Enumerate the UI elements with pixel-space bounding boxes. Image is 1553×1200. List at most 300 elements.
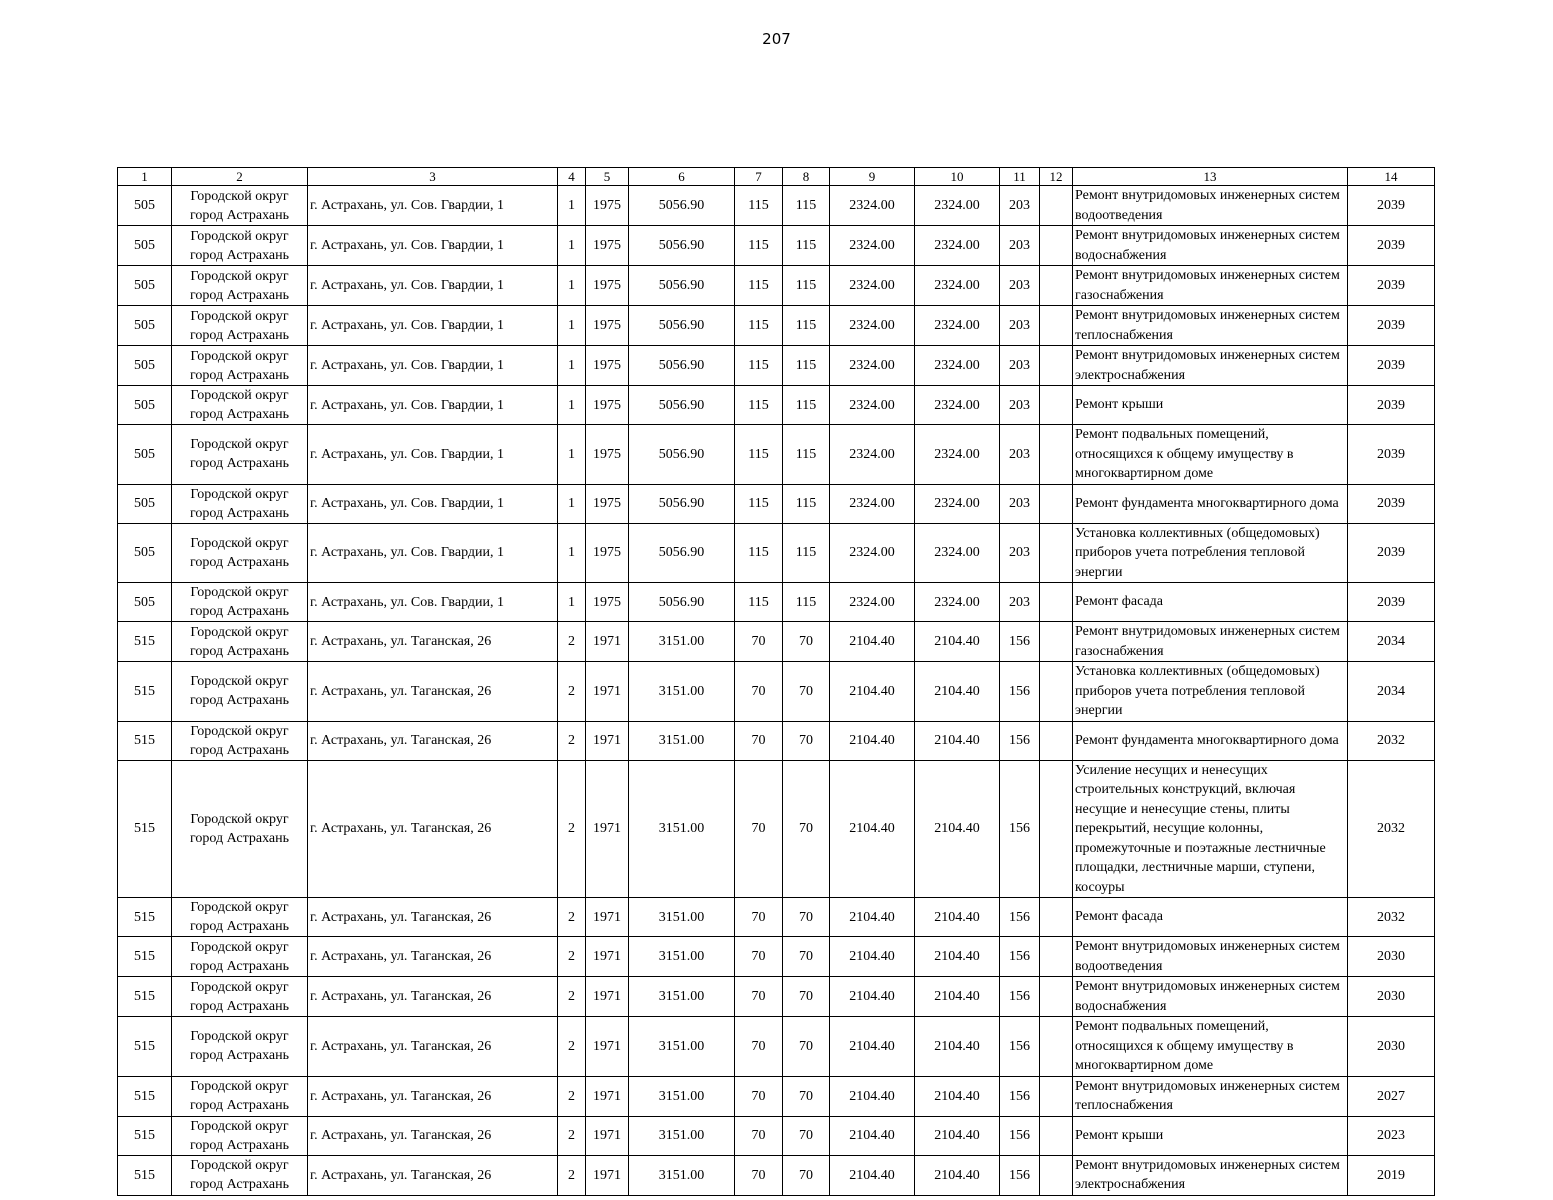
col-9-cell: 2104.40 (830, 1116, 915, 1155)
col-9-cell: 2104.40 (830, 898, 915, 937)
table-row (118, 523, 1435, 583)
col-9-cell: 2104.40 (830, 977, 915, 1017)
col-7-cell: 115 (735, 306, 783, 346)
year-built-cell: 1971 (586, 662, 629, 722)
table-row (118, 977, 1435, 1017)
area-cell: 5056.90 (629, 346, 735, 386)
planned-year-cell: 2039 (1348, 583, 1435, 622)
col-12-cell (1040, 226, 1073, 266)
col-8-cell: 70 (783, 1155, 830, 1195)
col-10-cell: 2104.40 (915, 721, 1000, 760)
year-built-cell: 1971 (586, 937, 629, 977)
municipality-cell: Городской округ город Астрахань (172, 425, 308, 485)
col-12-cell (1040, 266, 1073, 306)
planned-year-cell: 2039 (1348, 226, 1435, 266)
col-8-cell: 70 (783, 662, 830, 722)
col-10-cell: 2104.40 (915, 1116, 1000, 1155)
area-cell: 5056.90 (629, 186, 735, 226)
col-9-cell: 2104.40 (830, 1017, 915, 1077)
planned-year-cell: 2030 (1348, 937, 1435, 977)
col-4-cell: 2 (558, 1017, 586, 1077)
repair-schedule-table (117, 167, 1435, 1196)
col-10-cell: 2104.40 (915, 1155, 1000, 1195)
planned-year-cell: 2032 (1348, 898, 1435, 937)
col-8-cell: 115 (783, 346, 830, 386)
col-9-cell: 2324.00 (830, 425, 915, 485)
col-8-cell: 115 (783, 583, 830, 622)
col-10-cell: 2324.00 (915, 425, 1000, 485)
area-cell: 5056.90 (629, 583, 735, 622)
col-8-cell: 70 (783, 977, 830, 1017)
col-9-cell: 2324.00 (830, 484, 915, 523)
column-header-9: 9 (830, 168, 915, 186)
table-row (118, 662, 1435, 722)
col-11-cell: 156 (1000, 1155, 1040, 1195)
col-10-cell: 2104.40 (915, 977, 1000, 1017)
col-11-cell: 156 (1000, 721, 1040, 760)
col-12-cell (1040, 186, 1073, 226)
municipality-cell: Городской округ город Астрахань (172, 977, 308, 1017)
col-9-cell: 2324.00 (830, 386, 915, 425)
planned-year-cell: 2039 (1348, 425, 1435, 485)
address-cell: г. Астрахань, ул. Сов. Гвардии, 1 (308, 346, 558, 386)
col-11-cell: 156 (1000, 1116, 1040, 1155)
table-row (118, 721, 1435, 760)
column-header-5: 5 (586, 168, 629, 186)
col-9-cell: 2324.00 (830, 266, 915, 306)
address-cell: г. Астрахань, ул. Сов. Гвардии, 1 (308, 226, 558, 266)
area-cell: 3151.00 (629, 1155, 735, 1195)
table-row (118, 760, 1435, 898)
municipality-cell: Городской округ город Астрахань (172, 186, 308, 226)
area-cell: 3151.00 (629, 1076, 735, 1116)
column-header-14: 14 (1348, 168, 1435, 186)
area-cell: 3151.00 (629, 1017, 735, 1077)
area-cell: 5056.90 (629, 306, 735, 346)
col-11-cell: 156 (1000, 1076, 1040, 1116)
address-cell: г. Астрахань, ул. Сов. Гвардии, 1 (308, 583, 558, 622)
work-type-cell: Ремонт внутридомовых инженерных систем водоснабжения (1073, 226, 1348, 266)
address-cell: г. Астрахань, ул. Таганская, 26 (308, 1076, 558, 1116)
table-row (118, 898, 1435, 937)
table-row (118, 1076, 1435, 1116)
table-row (118, 484, 1435, 523)
col-8-cell: 70 (783, 937, 830, 977)
col-7-cell: 115 (735, 386, 783, 425)
house-id-cell: 505 (118, 583, 172, 622)
col-4-cell: 1 (558, 425, 586, 485)
address-cell: г. Астрахань, ул. Сов. Гвардии, 1 (308, 186, 558, 226)
col-7-cell: 115 (735, 266, 783, 306)
page-number: 207 (762, 30, 791, 48)
col-4-cell: 1 (558, 186, 586, 226)
col-4-cell: 2 (558, 1116, 586, 1155)
planned-year-cell: 2039 (1348, 484, 1435, 523)
col-8-cell: 115 (783, 386, 830, 425)
address-cell: г. Астрахань, ул. Сов. Гвардии, 1 (308, 523, 558, 583)
year-built-cell: 1975 (586, 186, 629, 226)
work-type-cell: Ремонт внутридомовых инженерных систем газоснабжения (1073, 266, 1348, 306)
table-row (118, 386, 1435, 425)
col-4-cell: 1 (558, 226, 586, 266)
area-cell: 3151.00 (629, 721, 735, 760)
col-9-cell: 2324.00 (830, 346, 915, 386)
table-row (118, 306, 1435, 346)
house-id-cell: 515 (118, 1155, 172, 1195)
col-9-cell: 2324.00 (830, 226, 915, 266)
column-header-12: 12 (1040, 168, 1073, 186)
house-id-cell: 515 (118, 760, 172, 898)
work-type-cell: Ремонт фасада (1073, 898, 1348, 937)
col-9-cell: 2324.00 (830, 583, 915, 622)
col-9-cell: 2104.40 (830, 937, 915, 977)
house-id-cell: 515 (118, 622, 172, 662)
col-10-cell: 2324.00 (915, 306, 1000, 346)
col-4-cell: 2 (558, 760, 586, 898)
col-10-cell: 2104.40 (915, 760, 1000, 898)
municipality-cell: Городской округ город Астрахань (172, 306, 308, 346)
table-row (118, 622, 1435, 662)
work-type-cell: Ремонт подвальных помещений, относящихся к общему имуществу в многоквартирном доме (1073, 1017, 1348, 1077)
table-row (118, 1116, 1435, 1155)
table-row (118, 346, 1435, 386)
year-built-cell: 1971 (586, 721, 629, 760)
col-9-cell: 2324.00 (830, 186, 915, 226)
area-cell: 3151.00 (629, 760, 735, 898)
col-10-cell: 2324.00 (915, 583, 1000, 622)
year-built-cell: 1971 (586, 622, 629, 662)
col-7-cell: 70 (735, 1076, 783, 1116)
work-type-cell: Усиление несущих и ненесущих строительных конструкций, включая несущие и ненесущие стены, плиты перекрытий, несущие колонны, промежуточные и поэтажные лестничные площадки, лестничные марши, ступени, косоуры (1073, 760, 1348, 898)
planned-year-cell: 2039 (1348, 306, 1435, 346)
work-type-cell: Ремонт внутридомовых инженерных систем газоснабжения (1073, 622, 1348, 662)
col-9-cell: 2104.40 (830, 760, 915, 898)
col-12-cell (1040, 1116, 1073, 1155)
column-header-6: 6 (629, 168, 735, 186)
col-12-cell (1040, 937, 1073, 977)
area-cell: 3151.00 (629, 662, 735, 722)
col-12-cell (1040, 898, 1073, 937)
municipality-cell: Городской округ город Астрахань (172, 523, 308, 583)
area-cell: 3151.00 (629, 1116, 735, 1155)
col-8-cell: 70 (783, 721, 830, 760)
col-4-cell: 1 (558, 523, 586, 583)
address-cell: г. Астрахань, ул. Сов. Гвардии, 1 (308, 266, 558, 306)
col-7-cell: 115 (735, 226, 783, 266)
house-id-cell: 515 (118, 1116, 172, 1155)
header-row (118, 168, 1435, 186)
year-built-cell: 1975 (586, 266, 629, 306)
table-row (118, 186, 1435, 226)
house-id-cell: 505 (118, 425, 172, 485)
column-header-13: 13 (1073, 168, 1348, 186)
col-4-cell: 1 (558, 583, 586, 622)
planned-year-cell: 2039 (1348, 186, 1435, 226)
area-cell: 3151.00 (629, 622, 735, 662)
col-12-cell (1040, 425, 1073, 485)
work-type-cell: Ремонт фундамента многоквартирного дома (1073, 721, 1348, 760)
area-cell: 3151.00 (629, 977, 735, 1017)
col-7-cell: 115 (735, 346, 783, 386)
col-4-cell: 2 (558, 622, 586, 662)
planned-year-cell: 2039 (1348, 523, 1435, 583)
col-10-cell: 2324.00 (915, 386, 1000, 425)
address-cell: г. Астрахань, ул. Таганская, 26 (308, 937, 558, 977)
col-7-cell: 70 (735, 1116, 783, 1155)
col-11-cell: 156 (1000, 977, 1040, 1017)
col-7-cell: 70 (735, 937, 783, 977)
col-12-cell (1040, 583, 1073, 622)
col-9-cell: 2324.00 (830, 523, 915, 583)
planned-year-cell: 2032 (1348, 721, 1435, 760)
col-4-cell: 2 (558, 937, 586, 977)
house-id-cell: 505 (118, 346, 172, 386)
municipality-cell: Городской округ город Астрахань (172, 662, 308, 722)
address-cell: г. Астрахань, ул. Таганская, 26 (308, 1017, 558, 1077)
col-12-cell (1040, 1017, 1073, 1077)
address-cell: г. Астрахань, ул. Сов. Гвардии, 1 (308, 425, 558, 485)
planned-year-cell: 2027 (1348, 1076, 1435, 1116)
planned-year-cell: 2030 (1348, 977, 1435, 1017)
col-9-cell: 2104.40 (830, 1155, 915, 1195)
col-11-cell: 156 (1000, 622, 1040, 662)
col-8-cell: 115 (783, 425, 830, 485)
area-cell: 5056.90 (629, 386, 735, 425)
year-built-cell: 1975 (586, 484, 629, 523)
municipality-cell: Городской округ город Астрахань (172, 226, 308, 266)
col-8-cell: 70 (783, 1116, 830, 1155)
table-row (118, 1155, 1435, 1195)
column-header-1: 1 (118, 168, 172, 186)
table-row (118, 226, 1435, 266)
col-12-cell (1040, 721, 1073, 760)
col-12-cell (1040, 523, 1073, 583)
house-id-cell: 515 (118, 1076, 172, 1116)
planned-year-cell: 2034 (1348, 622, 1435, 662)
col-11-cell: 203 (1000, 266, 1040, 306)
col-7-cell: 70 (735, 1017, 783, 1077)
col-10-cell: 2324.00 (915, 523, 1000, 583)
work-type-cell: Ремонт внутридомовых инженерных систем теплоснабжения (1073, 1076, 1348, 1116)
area-cell: 5056.90 (629, 425, 735, 485)
work-type-cell: Ремонт внутридомовых инженерных систем электроснабжения (1073, 1155, 1348, 1195)
table-row (118, 937, 1435, 977)
col-8-cell: 115 (783, 484, 830, 523)
municipality-cell: Городской округ город Астрахань (172, 583, 308, 622)
house-id-cell: 505 (118, 266, 172, 306)
column-header-7: 7 (735, 168, 783, 186)
col-4-cell: 2 (558, 1076, 586, 1116)
col-12-cell (1040, 386, 1073, 425)
col-11-cell: 203 (1000, 346, 1040, 386)
column-header-10: 10 (915, 168, 1000, 186)
col-8-cell: 70 (783, 622, 830, 662)
work-type-cell: Ремонт внутридомовых инженерных систем водоотведения (1073, 186, 1348, 226)
col-7-cell: 115 (735, 583, 783, 622)
col-10-cell: 2324.00 (915, 484, 1000, 523)
planned-year-cell: 2023 (1348, 1116, 1435, 1155)
municipality-cell: Городской округ город Астрахань (172, 1116, 308, 1155)
year-built-cell: 1971 (586, 977, 629, 1017)
house-id-cell: 505 (118, 523, 172, 583)
work-type-cell: Ремонт подвальных помещений, относящихся к общему имуществу в многоквартирном доме (1073, 425, 1348, 485)
year-built-cell: 1971 (586, 1116, 629, 1155)
col-8-cell: 70 (783, 1076, 830, 1116)
municipality-cell: Городской округ город Астрахань (172, 484, 308, 523)
address-cell: г. Астрахань, ул. Таганская, 26 (308, 977, 558, 1017)
address-cell: г. Астрахань, ул. Таганская, 26 (308, 662, 558, 722)
col-8-cell: 115 (783, 266, 830, 306)
col-4-cell: 1 (558, 484, 586, 523)
col-8-cell: 115 (783, 186, 830, 226)
year-built-cell: 1975 (586, 346, 629, 386)
col-11-cell: 156 (1000, 760, 1040, 898)
area-cell: 5056.90 (629, 523, 735, 583)
col-4-cell: 1 (558, 386, 586, 425)
table-row (118, 425, 1435, 485)
col-10-cell: 2104.40 (915, 622, 1000, 662)
address-cell: г. Астрахань, ул. Сов. Гвардии, 1 (308, 386, 558, 425)
year-built-cell: 1971 (586, 760, 629, 898)
year-built-cell: 1971 (586, 1155, 629, 1195)
col-4-cell: 2 (558, 977, 586, 1017)
address-cell: г. Астрахань, ул. Сов. Гвардии, 1 (308, 484, 558, 523)
col-11-cell: 203 (1000, 386, 1040, 425)
col-11-cell: 156 (1000, 1017, 1040, 1077)
col-10-cell: 2104.40 (915, 1076, 1000, 1116)
col-10-cell: 2104.40 (915, 662, 1000, 722)
planned-year-cell: 2030 (1348, 1017, 1435, 1077)
table-row (118, 583, 1435, 622)
address-cell: г. Астрахань, ул. Таганская, 26 (308, 622, 558, 662)
municipality-cell: Городской округ город Астрахань (172, 386, 308, 425)
municipality-cell: Городской округ город Астрахань (172, 898, 308, 937)
col-8-cell: 115 (783, 523, 830, 583)
planned-year-cell: 2039 (1348, 386, 1435, 425)
col-4-cell: 1 (558, 346, 586, 386)
col-10-cell: 2104.40 (915, 1017, 1000, 1077)
work-type-cell: Ремонт внутридомовых инженерных систем теплоснабжения (1073, 306, 1348, 346)
table-row (118, 266, 1435, 306)
house-id-cell: 505 (118, 226, 172, 266)
col-10-cell: 2324.00 (915, 266, 1000, 306)
col-7-cell: 70 (735, 977, 783, 1017)
municipality-cell: Городской округ город Астрахань (172, 266, 308, 306)
column-header-3: 3 (308, 168, 558, 186)
year-built-cell: 1975 (586, 425, 629, 485)
col-7-cell: 70 (735, 721, 783, 760)
address-cell: г. Астрахань, ул. Таганская, 26 (308, 1155, 558, 1195)
col-9-cell: 2104.40 (830, 662, 915, 722)
year-built-cell: 1971 (586, 1076, 629, 1116)
col-4-cell: 2 (558, 898, 586, 937)
house-id-cell: 505 (118, 386, 172, 425)
col-8-cell: 70 (783, 898, 830, 937)
column-header-8: 8 (783, 168, 830, 186)
year-built-cell: 1975 (586, 226, 629, 266)
col-11-cell: 203 (1000, 484, 1040, 523)
col-12-cell (1040, 977, 1073, 1017)
work-type-cell: Ремонт фасада (1073, 583, 1348, 622)
column-header-11: 11 (1000, 168, 1040, 186)
work-type-cell: Ремонт крыши (1073, 1116, 1348, 1155)
col-7-cell: 70 (735, 622, 783, 662)
municipality-cell: Городской округ город Астрахань (172, 1076, 308, 1116)
municipality-cell: Городской округ город Астрахань (172, 1017, 308, 1077)
col-12-cell (1040, 1076, 1073, 1116)
table-row (118, 1017, 1435, 1077)
col-11-cell: 203 (1000, 523, 1040, 583)
col-9-cell: 2104.40 (830, 721, 915, 760)
col-12-cell (1040, 1155, 1073, 1195)
col-12-cell (1040, 662, 1073, 722)
year-built-cell: 1975 (586, 386, 629, 425)
column-header-4: 4 (558, 168, 586, 186)
planned-year-cell: 2032 (1348, 760, 1435, 898)
col-12-cell (1040, 622, 1073, 662)
col-7-cell: 70 (735, 760, 783, 898)
col-8-cell: 115 (783, 226, 830, 266)
municipality-cell: Городской округ город Астрахань (172, 721, 308, 760)
year-built-cell: 1971 (586, 898, 629, 937)
house-id-cell: 505 (118, 484, 172, 523)
col-12-cell (1040, 484, 1073, 523)
col-4-cell: 1 (558, 306, 586, 346)
municipality-cell: Городской округ город Астрахань (172, 1155, 308, 1195)
area-cell: 5056.90 (629, 226, 735, 266)
planned-year-cell: 2019 (1348, 1155, 1435, 1195)
col-11-cell: 203 (1000, 583, 1040, 622)
col-7-cell: 70 (735, 662, 783, 722)
col-4-cell: 2 (558, 662, 586, 722)
col-10-cell: 2324.00 (915, 346, 1000, 386)
address-cell: г. Астрахань, ул. Таганская, 26 (308, 721, 558, 760)
col-7-cell: 115 (735, 484, 783, 523)
planned-year-cell: 2034 (1348, 662, 1435, 722)
column-header-2: 2 (172, 168, 308, 186)
area-cell: 3151.00 (629, 898, 735, 937)
col-4-cell: 1 (558, 266, 586, 306)
col-12-cell (1040, 306, 1073, 346)
work-type-cell: Установка коллективных (общедомовых) приборов учета потребления тепловой энергии (1073, 523, 1348, 583)
municipality-cell: Городской округ город Астрахань (172, 937, 308, 977)
col-10-cell: 2104.40 (915, 937, 1000, 977)
col-10-cell: 2324.00 (915, 186, 1000, 226)
address-cell: г. Астрахань, ул. Таганская, 26 (308, 760, 558, 898)
col-4-cell: 2 (558, 721, 586, 760)
col-7-cell: 115 (735, 523, 783, 583)
col-11-cell: 156 (1000, 662, 1040, 722)
col-9-cell: 2104.40 (830, 1076, 915, 1116)
area-cell: 5056.90 (629, 484, 735, 523)
municipality-cell: Городской округ город Астрахань (172, 760, 308, 898)
area-cell: 5056.90 (629, 266, 735, 306)
col-11-cell: 203 (1000, 306, 1040, 346)
address-cell: г. Астрахань, ул. Таганская, 26 (308, 898, 558, 937)
col-7-cell: 115 (735, 425, 783, 485)
house-id-cell: 505 (118, 306, 172, 346)
col-9-cell: 2324.00 (830, 306, 915, 346)
year-built-cell: 1975 (586, 306, 629, 346)
municipality-cell: Городской округ город Астрахань (172, 346, 308, 386)
col-9-cell: 2104.40 (830, 622, 915, 662)
house-id-cell: 515 (118, 721, 172, 760)
address-cell: г. Астрахань, ул. Сов. Гвардии, 1 (308, 306, 558, 346)
area-cell: 3151.00 (629, 937, 735, 977)
house-id-cell: 515 (118, 898, 172, 937)
planned-year-cell: 2039 (1348, 266, 1435, 306)
col-11-cell: 203 (1000, 186, 1040, 226)
